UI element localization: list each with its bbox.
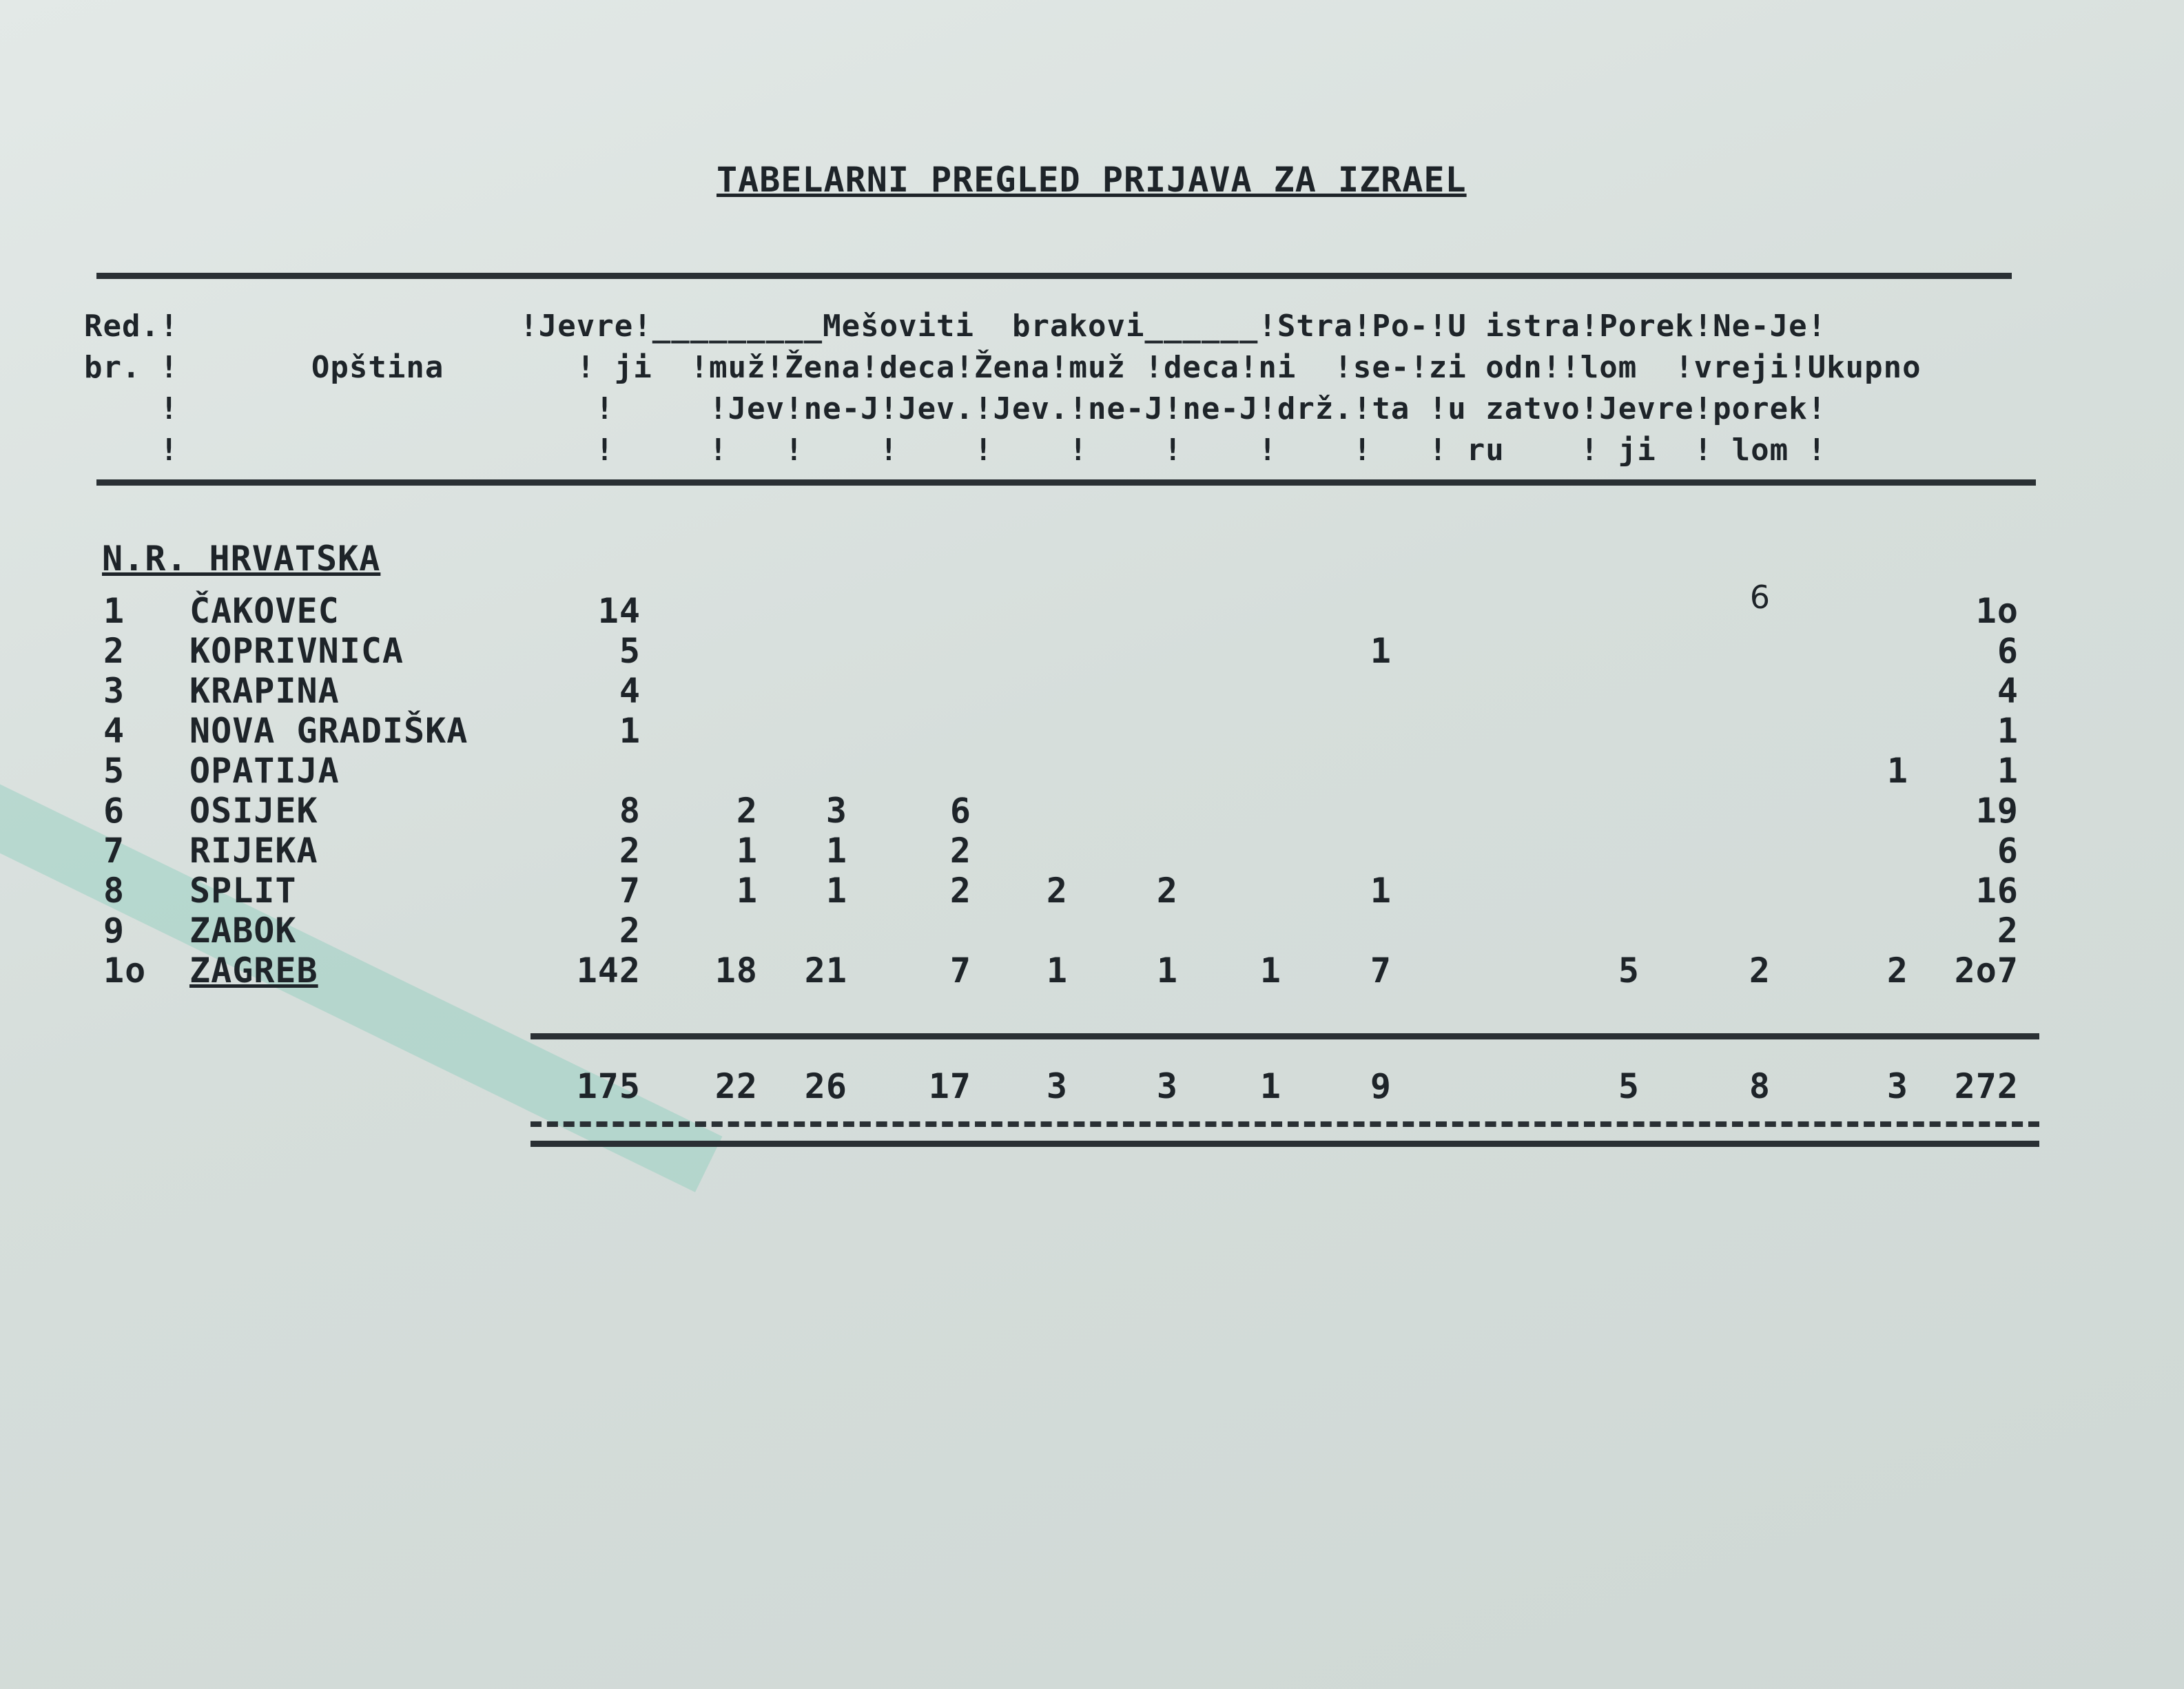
total-porek-jevreji: 8	[1749, 1066, 1771, 1106]
cell-jevreji: 14	[597, 591, 641, 631]
cell-deca-nej: 1	[1259, 951, 1281, 991]
cell-jevreji: 5	[619, 631, 641, 671]
total-muz-jev: 22	[714, 1066, 758, 1106]
cell-zena-nej: 21	[804, 951, 847, 991]
cell-jevreji: 2	[619, 831, 641, 871]
cell-deca-jev: 6	[949, 791, 971, 831]
cell-jevreji: 4	[619, 671, 641, 711]
header-top-rule	[96, 273, 2012, 279]
cell-ukupno: 16	[1975, 871, 2019, 911]
cell-zatvor: 5	[1618, 951, 1640, 991]
row-number: 5	[103, 751, 125, 791]
row-number: 7	[103, 831, 125, 871]
totals-top-rule	[530, 1033, 2039, 1039]
cell-jevreji: 8	[619, 791, 641, 831]
cell-ukupno: 2	[1997, 911, 2019, 951]
cell-stranci: 1	[1370, 631, 1392, 671]
cell-ukupno: 4	[1997, 671, 2019, 711]
header-line-1: Red.! !Jevre!_________Mešoviti brakovi______!Stra!Po-!U istra!Porek!Ne-Je!	[84, 309, 1827, 344]
municipality-name: RIJEKA	[189, 831, 318, 871]
totals-dashed-rule	[530, 1121, 2039, 1127]
total-zatvor: 5	[1618, 1066, 1640, 1106]
document-title: TABELARNI PREGLED PRIJAVA ZA IZRAEL	[717, 160, 1467, 200]
row-number: 2	[103, 631, 125, 671]
cell-muz-nej: 2	[1156, 871, 1178, 911]
cell-zena-nej: 1	[825, 831, 847, 871]
cell-jevreji: 7	[619, 871, 641, 911]
cell-zena-nej: 3	[825, 791, 847, 831]
municipality-name: OPATIJA	[189, 751, 340, 791]
cell-jevreji: 1	[619, 711, 641, 751]
municipality-name: OSIJEK	[189, 791, 318, 831]
row-number: 6	[103, 791, 125, 831]
total-deca-jev: 17	[928, 1066, 971, 1106]
cell-ukupno: 2o7	[1954, 951, 2019, 991]
totals-bottom-rule	[530, 1141, 2039, 1147]
cell-deca-jev: 2	[949, 831, 971, 871]
cell-muz-jev: 18	[714, 951, 758, 991]
municipality-name: ČAKOVEC	[189, 591, 340, 631]
row-number: 4	[103, 711, 125, 751]
header-bottom-rule	[96, 479, 2036, 486]
cell-deca-jev: 7	[949, 951, 971, 991]
region-heading: N.R. HRVATSKA	[102, 539, 381, 579]
cell-ukupno: 19	[1975, 791, 2019, 831]
cell-jevreji: 2	[619, 911, 641, 951]
cell-muz-jev: 1	[736, 871, 758, 911]
row-number: 3	[103, 671, 125, 711]
cell-ukupno: 6	[1997, 631, 2019, 671]
cell-nejevreji: 1	[1886, 751, 1908, 791]
cell-ukupno: 1	[1997, 751, 2019, 791]
header-line-2: br. ! Opština ! ji !muž!Žena!deca!Žena!muž !deca!ni !se-!zi odn!!lom !vreji!Ukupno	[84, 350, 1922, 385]
total-ukupno: 272	[1954, 1066, 2019, 1106]
total-stranci: 9	[1370, 1066, 1392, 1106]
total-jevreji: 175	[576, 1066, 641, 1106]
cell-zena-nej: 1	[825, 871, 847, 911]
cell-porek-jevreji: 2	[1749, 951, 1771, 991]
header-line-3: ! ! !Jev!ne-J!Jev.!Jev.!ne-J!ne-J!drž.!ta !u zatvo!Jevre!porek!	[84, 391, 1827, 426]
municipality-name: ZAGREB	[189, 951, 318, 991]
municipality-name: ZABOK	[189, 911, 297, 951]
cell-nejevreji: 2	[1886, 951, 1908, 991]
municipality-name: NOVA GRADIŠKA	[189, 711, 468, 751]
row-number: 1	[103, 591, 125, 631]
municipality-name: KRAPINA	[189, 671, 340, 711]
cell-zena-jev: 1	[1046, 951, 1068, 991]
municipality-name: KOPRIVNICA	[189, 631, 404, 671]
cell-ukupno: 6	[1997, 831, 2019, 871]
cell-zena-jev: 2	[1046, 871, 1068, 911]
total-deca-nej: 1	[1259, 1066, 1281, 1106]
municipality-name: SPLIT	[189, 871, 297, 911]
total-muz-nej: 3	[1156, 1066, 1178, 1106]
total-zena-nej: 26	[804, 1066, 847, 1106]
header-line-4: ! ! ! ! ! ! ! ! ! ! ! ru ! ji ! lom !	[84, 433, 1827, 468]
total-zena-jev: 3	[1046, 1066, 1068, 1106]
row-number: 9	[103, 911, 125, 951]
cell-jevreji: 142	[576, 951, 641, 991]
cell-stranci: 7	[1370, 951, 1392, 991]
cell-muz-jev: 2	[736, 791, 758, 831]
row-number: 8	[103, 871, 125, 911]
cell-stranci: 1	[1370, 871, 1392, 911]
cell-ukupno: 1o	[1975, 591, 2019, 631]
cell-porek-jevreji: 6	[1749, 579, 1771, 616]
row-number: 1o	[103, 951, 147, 991]
cell-ukupno: 1	[1997, 711, 2019, 751]
total-nejevreji: 3	[1886, 1066, 1908, 1106]
cell-muz-nej: 1	[1156, 951, 1178, 991]
cell-deca-jev: 2	[949, 871, 971, 911]
cell-muz-jev: 1	[736, 831, 758, 871]
